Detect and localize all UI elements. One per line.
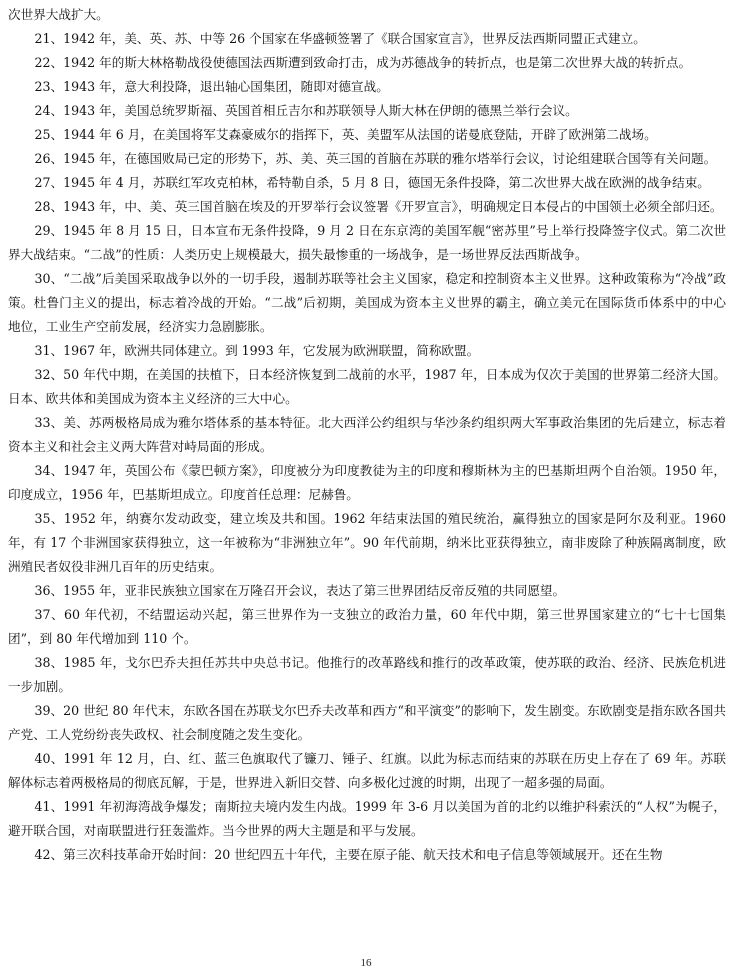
- paragraph-23: 23、1943 年，意大利投降，退出轴心国集团，随即对德宣战。: [34, 79, 389, 94]
- paragraph-35: 35、1952 年，纳赛尔发动政变，建立埃及共和国。1962 年结束法国的殖民统治，赢得独立的国家是阿尔及利亚。1960 年，有 17 个非洲国家获得独立，这一年被称为“非洲独立年”。90 年代前期，纳米比亚获得独立，南非废除了种族隔离制度，欧洲殖民者奴役非洲几百年的历史结束。: [8, 511, 726, 574]
- paragraph-30: 30、“二战”后美国采取战争以外的一切手段，遏制苏联等社会主义国家，稳定和控制资本主义世界。这种政策称为“冷战”政策。杜鲁门主义的提出，标志着冷战的开始。“二战”后初期，美国成为资本主义世界的霸主，确立美元在国际货币体系中的中心地位，工业生产空前发展，经济实力急剧膨胀。: [8, 271, 726, 334]
- paragraph-24: 24、1943 年，美国总统罗斯福、英国首相丘吉尔和苏联领导人斯大林在伊朗的德黑兰举行会议。: [34, 103, 578, 118]
- paragraph-33: 33、美、苏两极格局成为雅尔塔体系的基本特征。北大西洋公约组织与华沙条约组织两大军事政治集团的先后建立，标志着资本主义和社会主义两大阵营对峙局面的形成。: [8, 415, 726, 454]
- paragraph-31: 31、1967 年，欧洲共同体建立。到 1993 年，它发展为欧洲联盟，简称欧盟。: [34, 343, 480, 358]
- paragraph-29: 29、1945 年 8 月 15 日，日本宣布无条件投降，9 月 2 日在东京湾的美国军舰“密苏里”号上举行投降签字仪式。第二次世界大战结束。“二战”的性质：人类历史上规模最大，损失最惨重的一场战争，是一场世界反法西斯战争。: [8, 223, 726, 262]
- paragraph-21: 21、1942 年，美、英、苏、中等 26 个国家在华盛顿签署了《联合国家宣言》，世界反法西斯同盟正式建立。: [34, 31, 646, 46]
- paragraph-42: 42、第三次科技革命开始时间：20 世纪四五十年代，主要在原子能、航天技术和电子信息等领域展开。还在生物: [34, 847, 663, 862]
- page-number: 16: [360, 957, 372, 969]
- paragraph-37: 37、60 年代初，不结盟运动兴起，第三世界作为一支独立的政治力量，60 年代中期，第三世界国家建立的“七十七国集团”，到 80 年代增加到 110 个。: [8, 607, 726, 646]
- paragraph-41: 41、1991 年初海湾战争爆发；南斯拉夫境内发生内战。1999 年 3-6 月以美国为首的北约以维护科索沃的“人权”为幌子，避开联合国，对南联盟进行狂轰滥炸。当今世界的两大主题是和平与发展。: [8, 799, 726, 838]
- paragraph-22: 22、1942 年的斯大林格勒战役使德国法西斯遭到致命打击，成为苏德战争的转折点，也是第二次世界大战的转折点。: [34, 55, 692, 70]
- paragraph-40: 40、1991 年 12 月，白、红、蓝三色旗取代了镰刀、锤子、红旗。以此为标志而结束的苏联在历史上存在了 69 年。苏联解体标志着两极格局的彻底瓦解，于是，世界进入新旧交替、向多极化过渡的时期，出现了一超多强的局面。: [8, 751, 726, 790]
- paragraph-28: 28、1943 年，中、美、英三国首脑在埃及的开罗举行会议签署《开罗宣言》，明确规定日本侵占的中国领土必须全部归还。: [34, 199, 723, 214]
- paragraph-34: 34、1947 年，英国公布《蒙巴顿方案》，印度被分为印度教徒为主的印度和穆斯林为主的巴基斯坦两个自治领。1950 年，印度成立，1956 年，巴基斯坦成立。印度首任总理：尼赫鲁。: [8, 463, 726, 502]
- paragraph-36: 36、1955 年，亚非民族独立国家在万隆召开会议，表达了第三世界团结反帝反殖的共同愿望。: [34, 583, 566, 598]
- paragraph-25: 25、1944 年 6 月，在美国将军艾森豪威尔的指挥下，英、美盟军从法国的诺曼底登陆，开辟了欧洲第二战场。: [34, 127, 657, 142]
- paragraph-continuation: 次世界大战扩大。: [8, 7, 109, 22]
- paragraph-32: 32、50 年代中期，在美国的扶植下，日本经济恢复到二战前的水平，1987 年，日本成为仅次于美国的世界第二经济大国。日本、欧共体和美国成为资本主义经济的三大中心。: [8, 367, 726, 406]
- paragraph-38: 38、1985 年，戈尔巴乔夫担任苏共中央总书记。他推行的改革路线和推行的改革政策，使苏联的政治、经济、民族危机进一步加剧。: [8, 655, 726, 694]
- paragraph-26: 26、1945 年，在德国败局已定的形势下，苏、美、英三国的首脑在苏联的雅尔塔举行会议，讨论组建联合国等有关问题。: [34, 151, 717, 166]
- paragraph-27: 27、1945 年 4 月，苏联红军攻克柏林，希特勒自杀，5 月 8 日，德国无条件投降，第二次世界大战在欧洲的战争结束。: [34, 175, 710, 190]
- paragraph-39: 39、20 世纪 80 年代末，东欧各国在苏联戈尔巴乔夫改革和西方“和平演变”的影响下，发生剧变。东欧剧变是指东欧各国共产党、工人党纷纷丧失政权、社会制度随之发生变化。: [8, 703, 726, 742]
